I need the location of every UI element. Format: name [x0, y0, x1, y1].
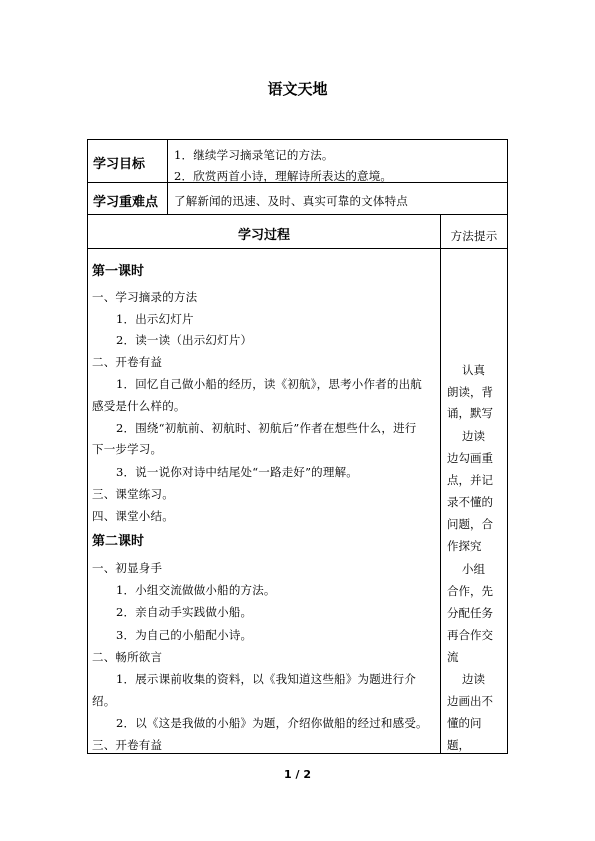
process-line: 3．为自己的小船配小诗。 [116, 628, 253, 642]
row-divider [88, 214, 507, 215]
process-line: 1．回忆自己做小船的经历，读《初航》，思考小作者的出航 [116, 377, 422, 391]
method-header: 方法提示 [450, 229, 498, 243]
process-line: 2．亲自动手实践做小船。 [116, 605, 253, 619]
process-line: 1．出示幻灯片 [116, 312, 194, 326]
method-tip: 朗读，背 [447, 385, 493, 399]
method-tip: 诵，默写 [447, 406, 493, 420]
process-header: 学习过程 [237, 228, 290, 243]
process-line: 2．围绕“初航前、初航时、初航后”作者在想些什么，进行 [116, 421, 417, 435]
goals-label: 学习目标 [93, 157, 146, 172]
process-line: 2．以《这是我做的小船》为题，介绍你做船的经过和感受。 [116, 716, 428, 730]
process-line: 四、课堂小结。 [92, 509, 174, 523]
page-title: 语文天地 [267, 80, 328, 98]
process-line: 三、课堂练习。 [92, 487, 174, 501]
method-tip: 边读 [462, 429, 485, 443]
method-tip: 点，并记 [447, 473, 493, 487]
process-line: 绍。 [92, 694, 116, 708]
method-tip: 录不懂的 [447, 495, 493, 509]
method-tip: 作探究 [447, 539, 482, 553]
method-tip: 再合作交 [447, 628, 493, 642]
lesson-plan-table [87, 139, 508, 754]
process-line: 1．展示课前收集的资料，以《我知道这些船》为题进行介 [116, 672, 417, 686]
process-line: 二、开卷有益 [92, 355, 163, 369]
method-tip: 边勾画重 [447, 451, 493, 465]
method-tip: 认真 [462, 363, 485, 377]
process-line: 感受是什么样的。 [92, 399, 186, 413]
process-line: 一、学习摘录的方法 [92, 290, 198, 304]
method-tip: 问题，合 [447, 517, 493, 531]
method-tip: 小组 [462, 562, 485, 576]
method-tip: 合作，先 [447, 584, 493, 598]
goal-item: 1．继续学习摘录笔记的方法。 [174, 148, 334, 162]
label-column-divider [167, 140, 168, 214]
method-tip: 边画出不 [447, 694, 493, 708]
method-tip: 懂的问 [447, 716, 482, 730]
method-tip: 流 [447, 650, 459, 664]
process-line: 下一步学习。 [92, 442, 163, 456]
process-line: 二、畅所欲言 [92, 650, 163, 664]
method-tip: 边读 [462, 672, 485, 686]
row-divider [88, 248, 507, 249]
lesson1-heading: 第一课时 [92, 264, 145, 279]
method-tip: 题， [447, 738, 470, 752]
process-line: 3．说一说你对诗中结尾处“一路走好”的理解。 [116, 465, 358, 479]
key-points-label: 学习重难点 [93, 195, 159, 210]
page-number: 1 / 2 [284, 768, 311, 781]
goal-item: 2．欣赏两首小诗，理解诗所表达的意境。 [174, 169, 393, 183]
method-column-divider [440, 214, 441, 754]
key-points-text: 了解新闻的迅速、及时、真实可靠的文体特点 [174, 194, 408, 208]
process-line: 1．小组交流做做小船的方法。 [116, 583, 276, 597]
method-tip: 分配任务 [447, 606, 493, 620]
lesson2-heading: 第二课时 [92, 534, 145, 549]
process-line: 一、初显身手 [92, 561, 163, 575]
process-line: 三、开卷有益 [92, 738, 163, 752]
process-line: 2．读一读（出示幻灯片） [116, 333, 253, 347]
